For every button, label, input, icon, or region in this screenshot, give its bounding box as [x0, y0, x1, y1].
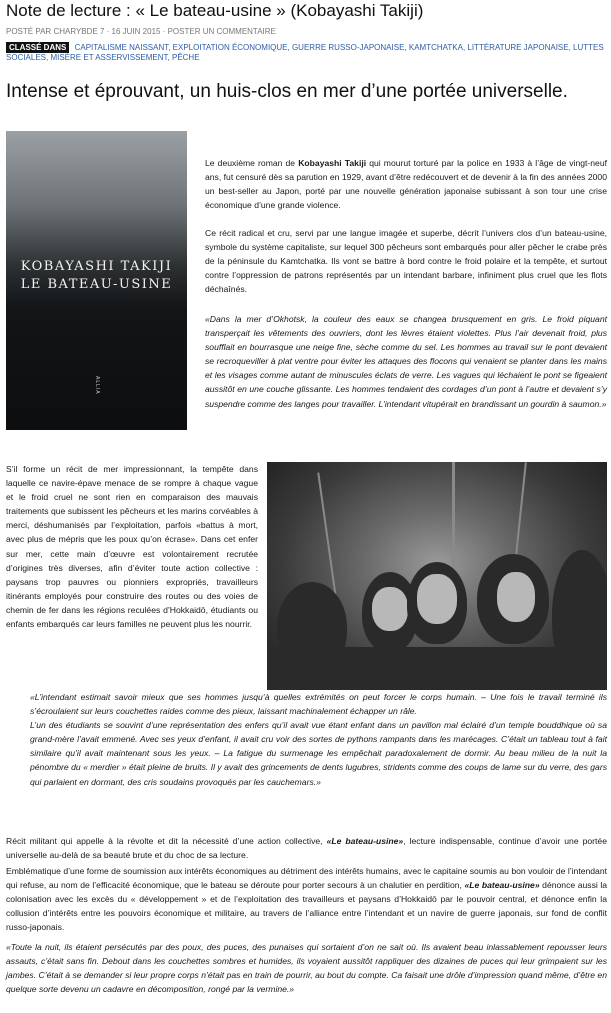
- meta-prefix: POSTÉ PAR: [6, 27, 52, 36]
- book-cover-image: [6, 131, 187, 430]
- meta-separator: ·: [162, 27, 168, 36]
- post-categories: [6, 43, 606, 63]
- book-title-emphasis: «Le bateau-usine»: [464, 880, 540, 891]
- paragraph-summary: Ce récit radical et cru, servi par une langue imagée et superbe, décrit l’univers clos d’un bateau-usine, symbole du système capitaliste, sur lequel 300 pêcheurs sont embarqués pour aller pêcher le crabe près de la péninsule du Kamtchatka. Ils vont se battre à bord contre le froid polaire et la tempête, et surtout contre l’oppression de patrons représentés par un intendant barbare, infiniment plus cruel que les flots déchaînés.: [205, 228, 607, 295]
- post-subtitle: Intense et éprouvant, un huis-clos en mer d’une portée universelle.: [6, 81, 568, 102]
- meta-separator: ·: [106, 27, 112, 36]
- author-name: Kobayashi Takiji: [298, 158, 367, 168]
- book-cover-title: LE BATEAU-USINE: [20, 277, 173, 292]
- post-date: 16 JUIN 2015: [111, 27, 161, 36]
- post-comment-link[interactable]: POSTER UN COMMENTAIRE: [167, 27, 276, 36]
- post-meta: [6, 27, 606, 37]
- quote-okhotsk: «Dans la mer d’Okhotsk, la couleur des eaux se changea brusquement en gris. Le froid piquant transperçait les vêtements des ouvriers, dont les lèvres étaient violettes. Plus l’air devenait froid, plus soufflait en bourrasque une neige fine, sèche comme du sel. Les hommes au travail sur le pont devaient se recroqueviller à plat ventre pour éviter les attaques des flocons qui venaient se planter dans les mains et les visages comme autant de minuscules éclats de verre. Les vagues qui léchaient le pont se figeaient aussitôt en une couche glissante. Les hommes tendaient des cordages d’un pont à l’autre et devaient s’y suspendre comme des langes pour travailler. L’intendant vitupérait en brandissant un gourdin à saumon.»: [205, 314, 607, 409]
- paragraph-exploitation: S’il forme un récit de mer impressionnant, la tempête dans laquelle ce navire-épave menace de se rompre à chaque vague et le froid cruel ne sont rien en comparaison des mauvais traitements que subissent les pêcheurs et les marins corvéables à merci, déshumanisés par l’exploitation, parfois «battus à mort, avec plus de mépris que les poux qu’on écrase». Dans cet enfer sur mer, cette main d’œuvre est volontairement recrutée d’origines très diverses, afin d’éviter toute action collective : paysans trop pauvres ou pionniers expropriés, travailleurs itinérants employés pour construire des routes ou des voies de chemin de fer dans les régions reculées d’Hokkaidō, étudiants ou enfants embarqués car leurs familles ne peuvent plus les nourrir.: [6, 464, 258, 630]
- book-title-emphasis: «Le bateau-usine»: [326, 836, 404, 846]
- categories-badge: CLASSÉ DANS: [6, 42, 69, 53]
- paragraph-intro: Le deuxième roman de Kobayashi Takiji qui mourut torturé par la police en 1933 à l’âge de vingt-neuf ans, fut censuré dès sa parution en 1929, avant d’être redécouvert et de devenir à la fin des années 2000 un best-seller au Japon, porté par une nouvelle génération japonaise subissant à son tour une crise économique d’une grande violence.: [205, 158, 607, 211]
- paragraph-colonisation: Emblématique d’une forme de soumission aux intérêts économiques au détriment des intérêts humains, avec le capitaine soumis au bon vouloir de l’intendant qui refuse, au nom de l’efficacité économique, que le bateau se déroute pour porter secours à un chalutier en perdition, «Le bateau-usine» dénonce aussi la colonisation avec les excès du « développement » et de l’exploitation des travailleurs et paysans d’Hokkaidō par le pouvoir central, et dénonce enfin la collusion d’intérêts entre les pouvoirs économique et militaire, au travers de l’alliance entre l’intendant et un navire de guerre japonais, sur fond de conflit russo-japonais.: [6, 866, 608, 933]
- author-link[interactable]: CHARYBDE 7: [53, 27, 105, 36]
- paragraph-conclusion: Récit militant qui appelle à la révolte et dit la nécessité d’une action collective, «Le bateau-usine», lecture indispensable, continue d’avoir une portée universelle au-delà de sa beauté brute et du choc de sa lecture.: [6, 836, 607, 861]
- categories-links[interactable]: CAPITALISME NAISSANT, EXPLOITATION ÉCONOMIQUE, GUERRE RUSSO-JAPONAISE, KAMTCHATKA, LITTÉRATURE JAPONAISE, LUTTES SOCIALES, MISÈRE ET ASSERVISSEMENT, PÊCHE: [6, 43, 604, 62]
- quote-vermine: «Toute la nuit, ils étaient persécutés par des poux, des puces, des punaises qui sortaient d’on ne sait où. Ils avaient beau inlassablement repousser leurs assauts, c’était sans fin. Debout dans les couchettes sombres et humides, ils voyaient aussitôt rappliquer des dizaines de puces qui leur grimpaient sur les jambes. C’était à se demander si leur propre corps n’était pas en train de pourrir, au bout du compte. Ca faisait une drôle d’impression quand même, d’être en quelque sorte devenu un cadavre en décomposition, rongé par la vermine.»: [6, 942, 607, 995]
- post-title: Note de lecture : « Le bateau-usine » (Kobayashi Takiji): [6, 1, 424, 20]
- book-cover-publisher: ALLIA: [94, 376, 100, 395]
- quote-intendant: «L’intendant estimait savoir mieux que ses hommes jusqu’à quelles extrémités on peut forcer le corps humain. – Une fois le travail terminé ils s’écroulaient sur leurs couchettes raides comme des pieux, laissant machinalement échapper un râle. L’un des étudiants se souvint d’une représentation des enfers qu’il avait vue étant enfant dans un pavillon mal éclairé d’un temple bouddhique où sa grand-mère l’avait emmené. Avec ses yeux d’enfant, il avait cru voir des sortes de pythons rampants dans les marécages. C’était un tableau tout à fait similaire qu’il avait maintenant sous les yeux. – La fatigue du surmenage les empêchait paradoxalement de dormir. Au beau milieu de la nuit la pénombre du « merdier » était pleine de bruits. Il y avait des grincements de dents lugubres, stridents comme des coups de lame sur du verre, des gars qui parlaient en dormant, des cris soudains provoqués par les cauchemars.»: [30, 692, 607, 787]
- film-still-image: [267, 462, 607, 690]
- book-cover-author: KOBAYASHI TAKIJI: [20, 259, 173, 274]
